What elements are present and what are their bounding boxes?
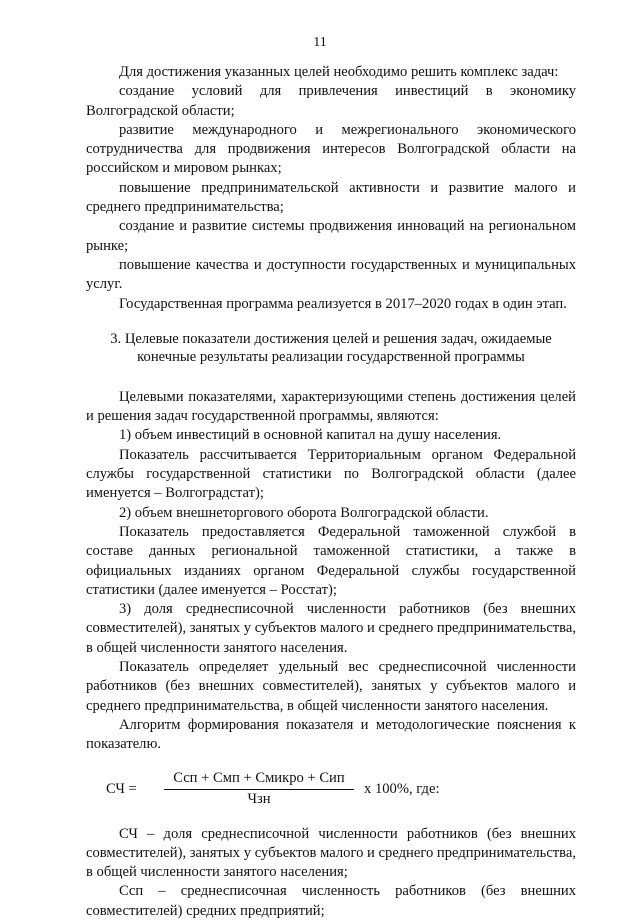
page-number: 11 <box>313 35 327 50</box>
paragraph: Показатель предоставляется Федеральной таможенной службой в составе данных региональной таможенной статистики, а также в официальных изданиях органом Федеральной службы государственной статистики (далее именуется – Росстат); <box>86 523 576 598</box>
section-heading-line: 3. Целевые показатели достижения целей и решения задач, ожидаемые <box>110 330 552 347</box>
definitions-section <box>86 825 576 921</box>
paragraph: Ссп – среднесписочная численность работников (без внешних совместителей) средних предприятий; <box>86 883 576 919</box>
paragraph: создание условий для привлечения инвестиций в экономику Волгоградской области; <box>86 83 576 119</box>
formula-rhs: x 100%, где: <box>364 780 440 797</box>
formula-numerator: Ссп + Смп + Смикро + Сип <box>164 769 354 790</box>
formula <box>86 769 576 813</box>
paragraph: 3) доля среднесписочной численности работников (без внешних совместителей), занятых у субъектов малого и среднего предпринимательства, в общей численности занятого населения. <box>86 601 576 656</box>
formula-lhs: СЧ = <box>106 780 137 797</box>
section-heading <box>86 330 576 366</box>
paragraph: 2) объем внешнеторгового оборота Волгоградской области. <box>119 504 489 521</box>
paragraph: повышение предпринимательской активности и развитие малого и среднего предпринимательства; <box>86 179 576 216</box>
paragraph: повышение качества и доступности государственных и муниципальных услуг. <box>86 256 576 293</box>
paragraph: создание и развитие системы продвижения инноваций на региональном рынке; <box>86 218 576 254</box>
formula-fraction <box>164 769 354 809</box>
indicators-section <box>86 388 576 755</box>
paragraph: СЧ – доля среднесписочной численности работников (без внешних совместителей), занятых у субъектов малого и среднего предпринимательства, в общей численности занятого населения; <box>86 825 576 881</box>
paragraph: Алгоритм формирования показателя и методологические пояснения к показателю. <box>86 716 576 753</box>
tasks-section <box>86 63 576 314</box>
paragraph: Целевыми показателями, характеризующими степень достижения целей и решения задач государственной программы, являются: <box>86 388 576 425</box>
formula-denominator: Чзн <box>247 790 271 807</box>
paragraph: Показатель рассчитывается Территориальным органом Федеральной службы государственной статистики по Волгоградской области (далее именуется – Волгоградстат); <box>86 446 576 502</box>
section-heading-line: конечные результаты реализации государственной программы <box>137 348 525 365</box>
paragraph: Для достижения указанных целей необходимо решить комплекс задач: <box>119 64 559 80</box>
paragraph: Показатель определяет удельный вес среднесписочной численности работников (без внешних совместителей), занятых у субъектов малого и среднего предпринимательства, в общей численности занятого населения. <box>86 659 576 714</box>
document-body <box>86 63 576 921</box>
paragraph: развитие международного и межрегионального экономического сотрудничества для продвижения интересов Волгоградской области на российском и мировом рынках; <box>86 121 576 177</box>
paragraph: Государственная программа реализуется в 2017–2020 годах в один этап. <box>119 295 567 312</box>
paragraph: 1) объем инвестиций в основной капитал на душу населения. <box>119 427 502 444</box>
